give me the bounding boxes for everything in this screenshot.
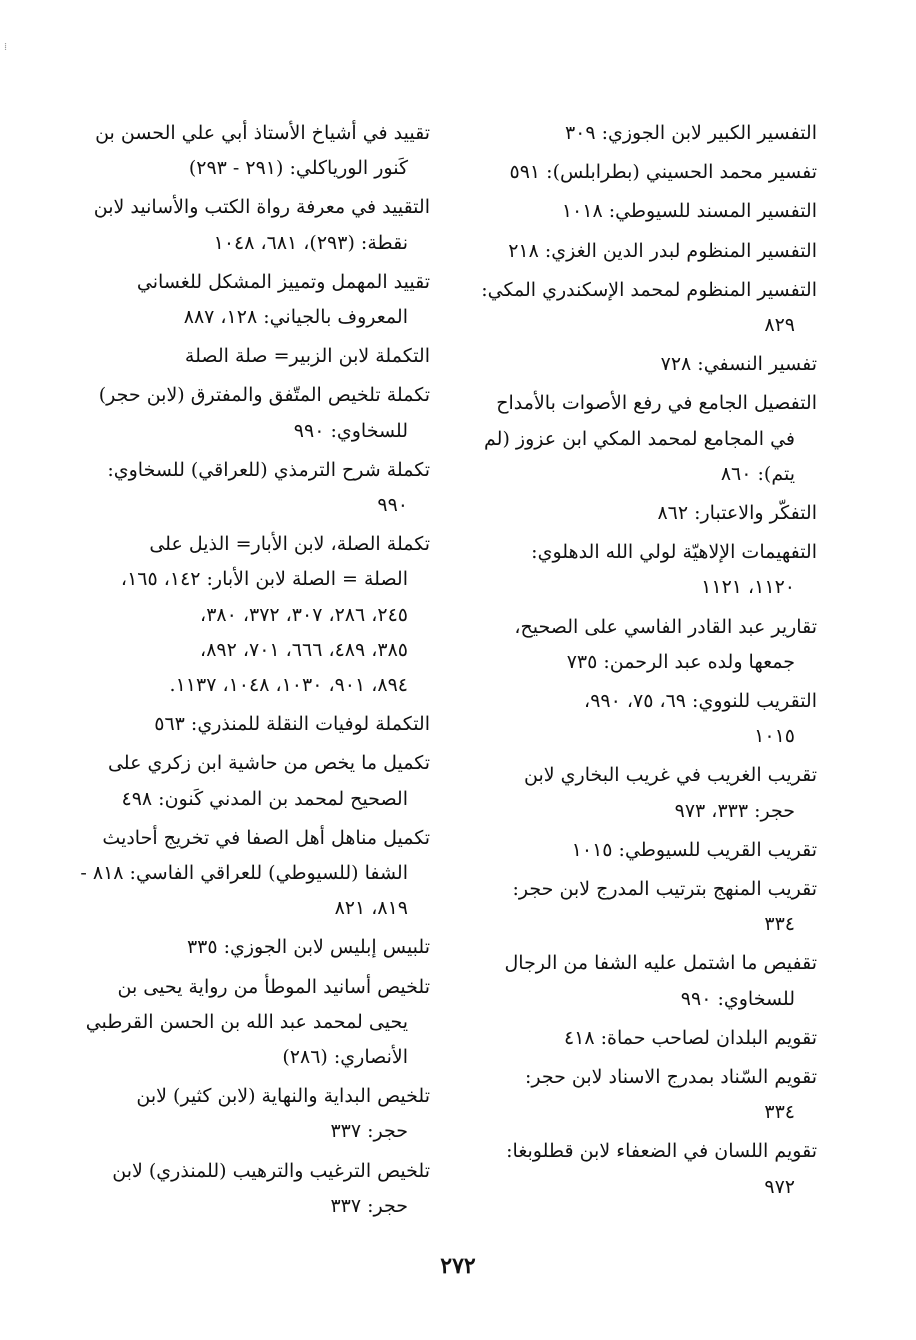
entry-continuation-line: يحيى لمحمد عبد الله بن الحسن القرطبي [85,1010,408,1033]
index-entry [465,872,817,942]
index-entry [465,273,817,343]
index-entry [465,386,817,492]
entry-continuation-line: ٨١٩، ٨٢١ [334,897,408,920]
index-entry [78,453,430,523]
entry-continuation-line: ٣٣٤ [764,1101,795,1124]
index-entry [465,535,817,605]
entry-title-line: تلخيص الترغيب والترهيب (للمنذري) لابن [112,1159,430,1182]
index-entry [465,946,817,1016]
entry-title-line: التفسير المنظوم لمحمد الإسكندري المكي: [481,278,817,301]
index-entry [465,1021,817,1056]
entry-title-line: تقفيص ما اشتمل عليه الشفا من الرجال [504,952,817,975]
entry-title-line: تقارير عبد القادر الفاسي على الصحيح، [514,615,817,638]
index-entry [78,821,430,927]
entry-continuation-line: الأنصاري: (٢٨٦) [282,1046,408,1069]
right-column [465,116,817,1209]
entry-continuation-line: الشفا (للسيوطي) للعراقي الفاسي: ٨١٨ - [80,862,408,885]
index-entry [78,116,430,186]
entry-continuation-line: كَنور الورياكلي: (٢٩١ - ٢٩٣) [188,157,408,180]
index-entry [78,265,430,335]
left-column [78,116,430,1228]
entry-title-line: تقييد في أشياخ الأستاذ أبي علي الحسن بن [95,122,430,144]
index-entry [465,194,817,229]
entry-continuation-line: ٩٩٠ [377,494,408,517]
index-entry [465,1134,817,1204]
index-entry [78,970,430,1076]
index-entry [78,190,430,260]
entry-continuation-line: في المجامع لمحمد المكي ابن عزوز (لم [484,427,795,450]
entry-title-line: التكملة لوفيات النقلة للمنذري: ٥٦٣ [154,713,430,736]
entry-title-line: تلخيص البداية والنهاية (لابن كثير) لابن [136,1085,430,1108]
entry-title-line: تقويم السّناد بمدرج الاسناد لابن حجر: [524,1066,817,1089]
index-entry [78,1154,430,1224]
entry-title-line: تفسير محمد الحسيني (بطرابلس): ٥٩١ [509,161,817,184]
index-entry [465,833,817,868]
entry-continuation-line: ٩٧٢ [764,1175,795,1198]
entry-continuation-line: ٣٨٥، ٤٨٩، ٦٦٦، ٧٠١، ٨٩٢، [200,638,408,661]
index-entry [465,347,817,382]
entry-title-line: التفسير المنظوم لبدر الدين الغزي: ٢١٨ [508,239,817,262]
margin-mark: ⁞ [4,40,8,53]
index-entry [78,1079,430,1149]
entry-continuation-line: ١٠١٥ [754,725,795,748]
entry-continuation-line: ٨٢٩ [764,314,795,337]
entry-title-line: تلبيس إبليس لابن الجوزي: ٣٣٥ [186,936,430,959]
index-entry [78,527,430,703]
entry-continuation-line: للسخاوي: ٩٩٠ [680,987,795,1010]
index-entry [78,930,430,965]
index-entry [78,707,430,742]
entry-title-line: التفسير المسند للسيوطي: ١٠١٨ [561,200,817,223]
entry-title-line: تقريب المنهج بترتيب المدرج لابن حجر: [512,878,817,901]
entry-title-line: التفهيمات الإلاهيّة لولي الله الدهلوي: [531,541,817,564]
entry-continuation-line: ١١٢٠، ١١٢١ [701,576,795,599]
entry-title-line: تكميل ما يخص من حاشية ابن زكري على [107,752,430,775]
entry-title-line: تلخيص أسانيد الموطأ من رواية يحيى بن [117,975,430,998]
entry-continuation-line: المعروف بالجياني: ١٢٨، ٨٨٧ [183,306,408,329]
index-entry [465,496,817,531]
entry-continuation-line: حجر: ٣٣٧ [330,1194,408,1217]
entry-title-line: تكملة شرح الترمذي (للعراقي) للسخاوي: [107,458,430,481]
entry-title-line: تقويم البلدان لصاحب حماة: ٤١٨ [563,1026,817,1049]
entry-title-line: التفسير الكبير لابن الجوزي: ٣٠٩ [564,122,817,144]
entry-continuation-line: ٢٤٥، ٢٨٦، ٣٠٧، ٣٧٢، ٣٨٠، [200,603,408,626]
entry-title-line: تقييد المهمل وتمييز المشكل للغساني [136,270,430,293]
entry-continuation-line: ٣٣٤ [764,913,795,936]
entry-continuation-line: الصحيح لمحمد بن المدني كَنون: ٤٩٨ [121,787,408,810]
index-entry [78,378,430,448]
index-entry [465,610,817,680]
entry-title-line: التقييد في معرفة رواة الكتب والأسانيد لابن [93,196,430,219]
entry-title-line: التفصيل الجامع في رفع الأصوات بالأمداح [496,392,817,415]
index-entry [465,234,817,269]
entry-title-line: تقريب القريب للسيوطي: ١٠١٥ [571,838,817,861]
entry-continuation-line: الصلة = الصلة لابن الأبار: ١٤٢، ١٦٥، [120,568,408,591]
entry-continuation-line: حجر: ٣٣٣، ٩٧٣ [674,799,795,822]
entry-title-line: تفسير النسفي: ٧٢٨ [660,353,817,376]
entry-continuation-line: ٨٩٤، ٩٠١، ١٠٣٠، ١٠٤٨، ١١٣٧. [169,674,408,697]
entry-title-line: تكملة الصلة، لابن الأبار= الذيل على [149,533,430,556]
index-entry [465,116,817,151]
entry-title-line: التكملة لابن الزبير= صلة الصلة [184,345,430,368]
index-entry [78,339,430,374]
entry-continuation-line: للسخاوي: ٩٩٠ [293,419,408,442]
index-entry [465,758,817,828]
entry-continuation-line: حجر: ٣٣٧ [330,1120,408,1143]
index-entry [78,746,430,816]
index-entry [465,1060,817,1130]
entry-continuation-line: يتم): ٨٦٠ [720,462,795,485]
entry-title-line: تكميل مناهل أهل الصفا في تخريج أحاديث [102,826,430,849]
entry-title-line: تقريب الغريب في غريب البخاري لابن [524,764,817,787]
index-entry [465,684,817,754]
entry-title-line: تقويم اللسان في الضعفاء لابن قطلوبغا: [506,1140,817,1163]
entry-title-line: التقريب للنووي: ٦٩، ٧٥، ٩٩٠، [584,690,817,713]
entry-title-line: التفكّر والاعتبار: ٨٦٢ [657,502,817,525]
index-entry [465,155,817,190]
entry-continuation-line: نقطة: (٢٩٣)، ٦٨١، ١٠٤٨ [213,231,408,254]
page-number: ٢٧٢ [440,1253,476,1279]
entry-title-line: تكملة تلخيص المتّفق والمفترق (لابن حجر) [98,384,430,407]
entry-continuation-line: جمعها ولده عبد الرحمن: ٧٣٥ [566,650,795,673]
